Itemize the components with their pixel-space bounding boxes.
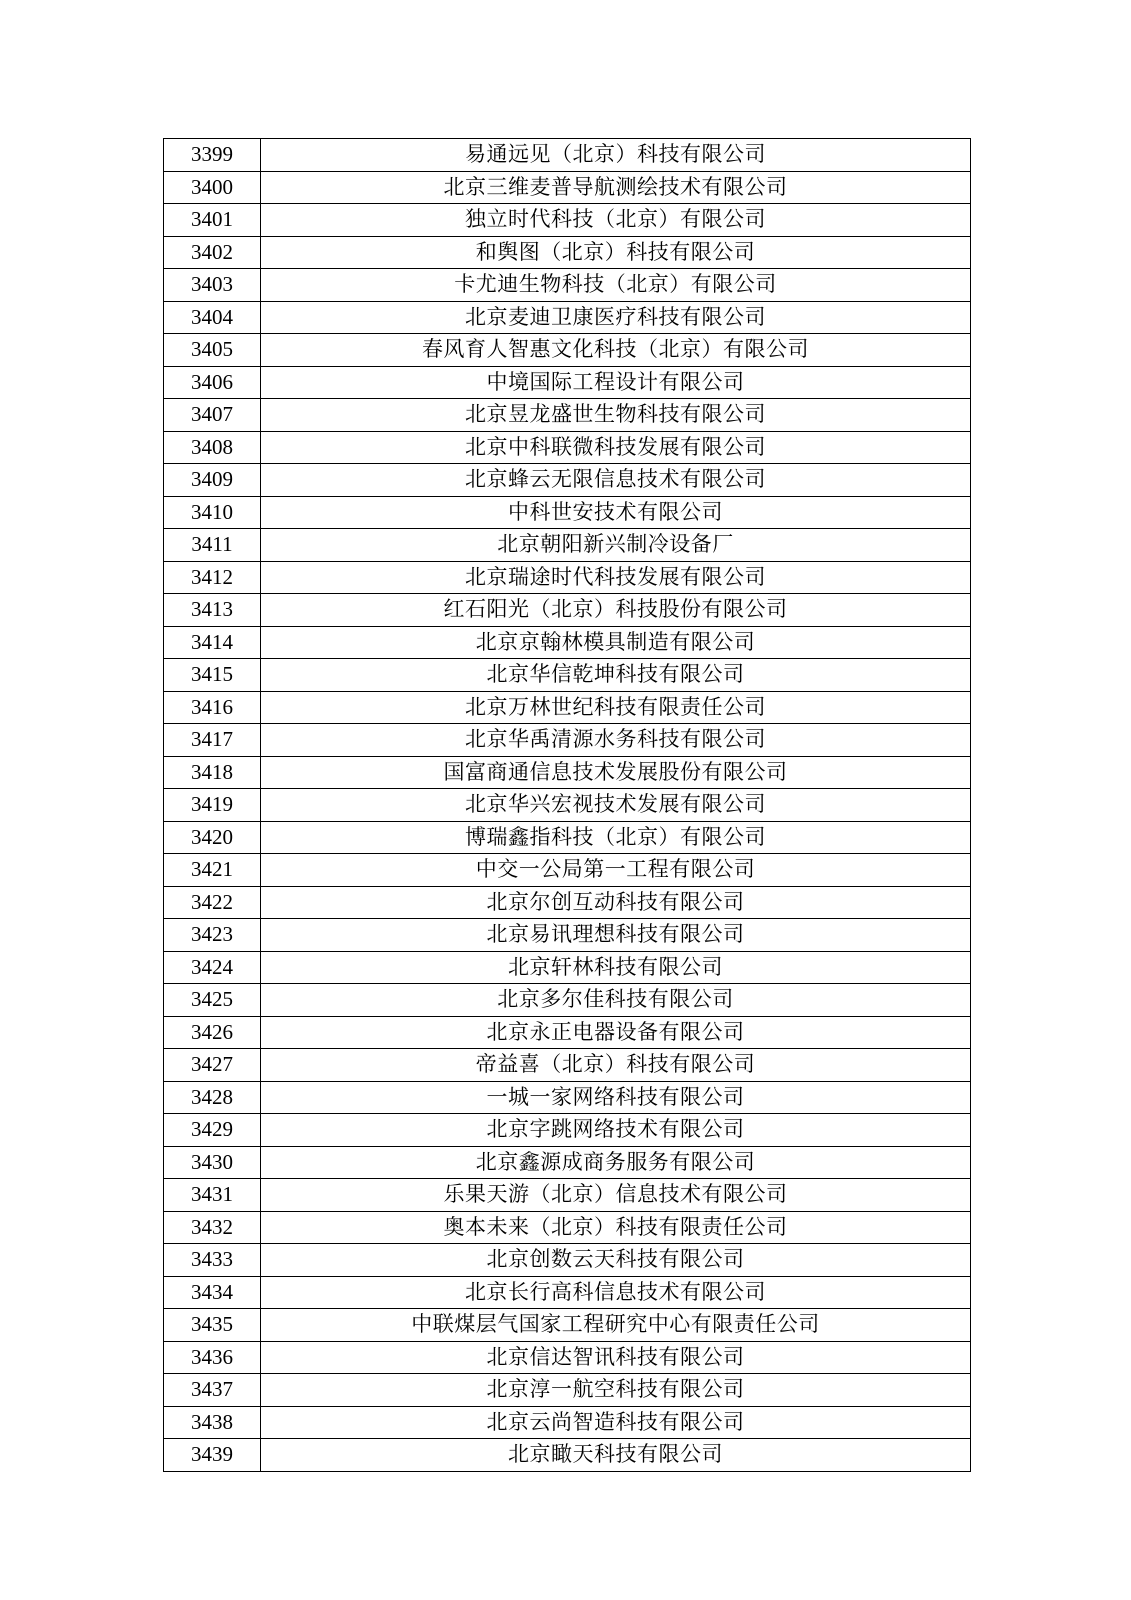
row-number: 3411 [164,529,261,562]
row-number: 3406 [164,366,261,399]
row-number: 3420 [164,821,261,854]
table-row [164,984,971,1017]
row-number: 3422 [164,886,261,919]
row-number: 3428 [164,1081,261,1114]
row-number: 3429 [164,1114,261,1147]
company-name: 北京华兴宏视技术发展有限公司 [261,789,971,822]
table-row [164,659,971,692]
table-row [164,626,971,659]
table-row [164,1374,971,1407]
company-name: 一城一家网络科技有限公司 [261,1081,971,1114]
table-row [164,366,971,399]
table-row [164,1049,971,1082]
company-name: 和舆图（北京）科技有限公司 [261,236,971,269]
table-row [164,1341,971,1374]
row-number: 3433 [164,1244,261,1277]
row-number: 3409 [164,464,261,497]
row-number: 3412 [164,561,261,594]
company-name: 红石阳光（北京）科技股份有限公司 [261,594,971,627]
row-number: 3421 [164,854,261,887]
table-row [164,724,971,757]
company-name: 国富商通信息技术发展股份有限公司 [261,756,971,789]
table-row [164,301,971,334]
company-name: 北京瑞途时代科技发展有限公司 [261,561,971,594]
row-number: 3400 [164,171,261,204]
row-number: 3414 [164,626,261,659]
row-number: 3430 [164,1146,261,1179]
row-number: 3407 [164,399,261,432]
table-row [164,594,971,627]
table-row [164,691,971,724]
table-row [164,1244,971,1277]
company-name: 北京鑫源成商务服务有限公司 [261,1146,971,1179]
row-number: 3405 [164,334,261,367]
table-row [164,756,971,789]
row-number: 3434 [164,1276,261,1309]
row-number: 3431 [164,1179,261,1212]
company-name: 北京长行高科信息技术有限公司 [261,1276,971,1309]
table-row [164,1439,971,1472]
company-name: 北京易讯理想科技有限公司 [261,919,971,952]
company-name: 北京华信乾坤科技有限公司 [261,659,971,692]
row-number: 3419 [164,789,261,822]
row-number: 3413 [164,594,261,627]
company-name: 中交一公局第一工程有限公司 [261,854,971,887]
row-number: 3404 [164,301,261,334]
company-name: 帝益喜（北京）科技有限公司 [261,1049,971,1082]
table-row [164,1081,971,1114]
row-number: 3403 [164,269,261,302]
table-row [164,204,971,237]
row-number: 3402 [164,236,261,269]
table-row [164,789,971,822]
table-row [164,1406,971,1439]
table-row [164,951,971,984]
company-name: 北京轩林科技有限公司 [261,951,971,984]
company-name: 北京麦迪卫康医疗科技有限公司 [261,301,971,334]
row-number: 3437 [164,1374,261,1407]
table-row [164,854,971,887]
table-row [164,919,971,952]
table-row [164,334,971,367]
company-name: 北京永正电器设备有限公司 [261,1016,971,1049]
row-number: 3439 [164,1439,261,1472]
row-number: 3424 [164,951,261,984]
table-row [164,1114,971,1147]
company-list-table [163,138,971,1472]
company-name: 北京多尔佳科技有限公司 [261,984,971,1017]
row-number: 3408 [164,431,261,464]
company-name: 北京瞰天科技有限公司 [261,1439,971,1472]
table-row [164,431,971,464]
table-row [164,399,971,432]
table-row [164,236,971,269]
row-number: 3415 [164,659,261,692]
row-number: 3438 [164,1406,261,1439]
table-row [164,561,971,594]
row-number: 3401 [164,204,261,237]
company-name: 中科世安技术有限公司 [261,496,971,529]
row-number: 3417 [164,724,261,757]
company-name: 北京信达智讯科技有限公司 [261,1341,971,1374]
table-row [164,1276,971,1309]
row-number: 3432 [164,1211,261,1244]
company-name: 北京蜂云无限信息技术有限公司 [261,464,971,497]
company-name: 春风育人智惠文化科技（北京）有限公司 [261,334,971,367]
company-name: 北京中科联微科技发展有限公司 [261,431,971,464]
table-row [164,171,971,204]
row-number: 3436 [164,1341,261,1374]
table-row [164,1179,971,1212]
company-name: 中境国际工程设计有限公司 [261,366,971,399]
company-name: 北京字跳网络技术有限公司 [261,1114,971,1147]
company-name: 北京尔创互动科技有限公司 [261,886,971,919]
table-row [164,464,971,497]
company-name: 奥本未来（北京）科技有限责任公司 [261,1211,971,1244]
company-name: 北京淳一航空科技有限公司 [261,1374,971,1407]
row-number: 3410 [164,496,261,529]
company-name: 中联煤层气国家工程研究中心有限责任公司 [261,1309,971,1342]
company-name: 北京三维麦普导航测绘技术有限公司 [261,171,971,204]
row-number: 3416 [164,691,261,724]
company-list-body [164,139,971,1472]
row-number: 3435 [164,1309,261,1342]
company-name: 北京创数云天科技有限公司 [261,1244,971,1277]
row-number: 3399 [164,139,261,172]
row-number: 3427 [164,1049,261,1082]
company-name: 博瑞鑫指科技（北京）有限公司 [261,821,971,854]
table-row [164,529,971,562]
company-name: 易通远见（北京）科技有限公司 [261,139,971,172]
table-row [164,1211,971,1244]
table-row [164,821,971,854]
company-name: 北京华禹清源水务科技有限公司 [261,724,971,757]
company-name: 北京朝阳新兴制冷设备厂 [261,529,971,562]
row-number: 3425 [164,984,261,1017]
company-name: 乐果天游（北京）信息技术有限公司 [261,1179,971,1212]
table-row [164,496,971,529]
row-number: 3418 [164,756,261,789]
row-number: 3423 [164,919,261,952]
company-name: 北京万林世纪科技有限责任公司 [261,691,971,724]
table-row [164,139,971,172]
company-name: 北京云尚智造科技有限公司 [261,1406,971,1439]
table-row [164,1309,971,1342]
table-row [164,269,971,302]
company-name: 卡尤迪生物科技（北京）有限公司 [261,269,971,302]
row-number: 3426 [164,1016,261,1049]
table-row [164,1016,971,1049]
table-row [164,886,971,919]
company-name: 独立时代科技（北京）有限公司 [261,204,971,237]
company-name: 北京京翰林模具制造有限公司 [261,626,971,659]
table-row [164,1146,971,1179]
company-name: 北京昱龙盛世生物科技有限公司 [261,399,971,432]
